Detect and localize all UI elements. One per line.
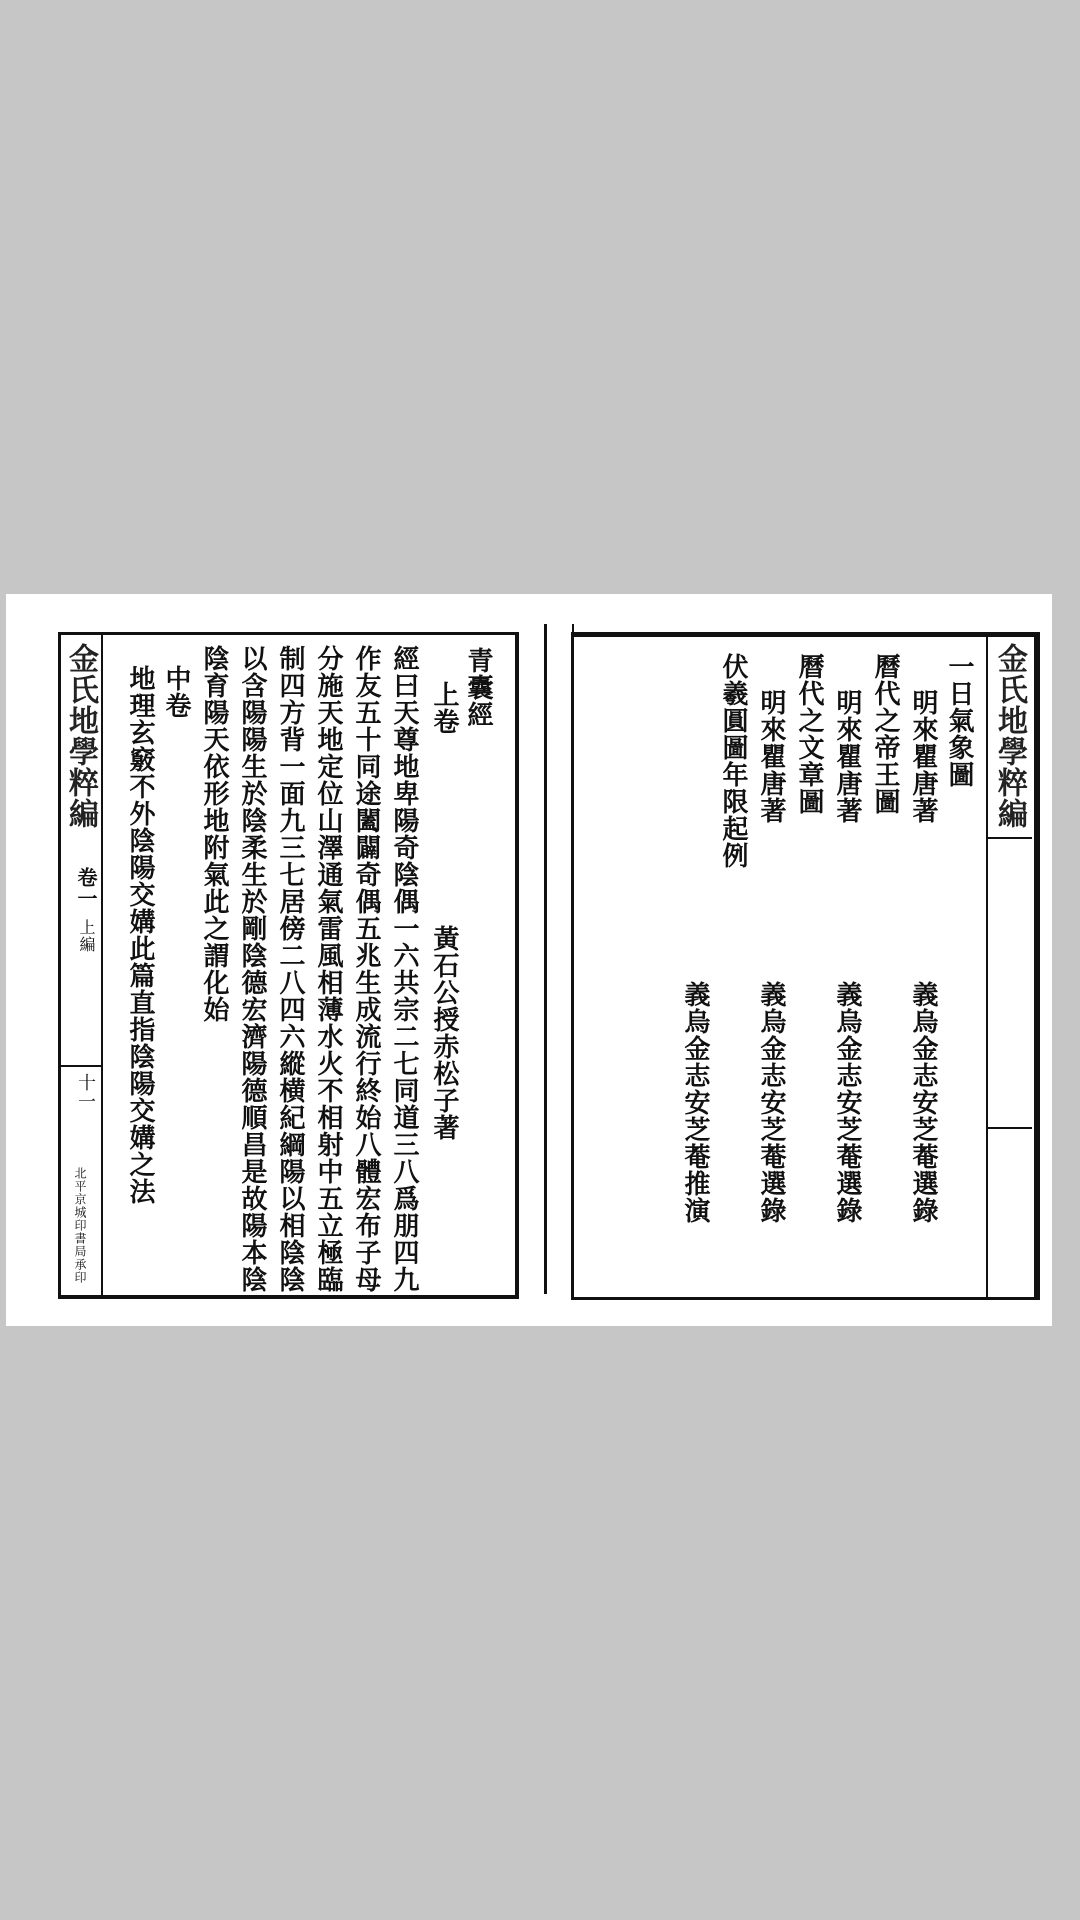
margin-rule [986, 1127, 1032, 1129]
margin-rule [986, 637, 988, 1297]
running-title: 金氏地學粹編 [992, 643, 1027, 829]
text-column: 分施天地定位山澤通氣雷風相薄水火不相射中五立極臨 [313, 645, 343, 1293]
running-section: 上編 [77, 919, 96, 953]
margin-rule [61, 1065, 101, 1067]
running-title: 金氏地學粹編 [63, 643, 98, 829]
entry-editor: 義烏金志安芝菴選錄 [832, 981, 862, 1224]
entry-author: 明來瞿唐著 [908, 689, 938, 824]
margin-rule [986, 837, 1032, 839]
entry-title: 曆代之文章圖 [794, 653, 824, 815]
scanned-page-spread [6, 594, 1052, 1326]
entry-author: 明來瞿唐著 [756, 689, 786, 824]
text-column: 作友五十同途闔闢奇偶五兆生成流行終始八體宏布子母 [351, 645, 381, 1293]
running-volume: 卷一 [74, 867, 98, 909]
left-page [58, 632, 519, 1299]
gutter-line [544, 624, 547, 1294]
margin-rule [101, 635, 103, 1295]
author-line: 黃石公授赤松子著 [429, 925, 459, 1141]
entry-editor: 義烏金志安芝菴選錄 [756, 981, 786, 1224]
text-column: 陰育陽天依形地附氣此之謂化始 [199, 645, 229, 1023]
printer-mark: 北平京城印書局承印 [73, 1167, 87, 1284]
volume-heading: 上卷 [429, 681, 459, 735]
entry-title: 一日氣象圖 [944, 653, 974, 788]
right-page [571, 632, 1040, 1300]
entry-title: 曆代之帝王圖 [870, 653, 900, 815]
entry-author: 明來瞿唐著 [832, 689, 862, 824]
entry-editor: 義烏金志安芝菴推演 [680, 981, 710, 1224]
folio-number: 十一 [75, 1073, 96, 1111]
volume-heading: 中卷 [161, 665, 191, 719]
text-column: 以含陽陽生於陰柔生於剛陰德宏濟陽德順昌是故陽本陰 [237, 645, 267, 1293]
book-title: 青囊經 [463, 647, 493, 728]
entry-title: 伏羲圓圖年限起例 [718, 653, 748, 869]
text-column: 地理玄竅不外陰陽交媾此篇直指陰陽交媾之法 [125, 665, 155, 1205]
entry-editor: 義烏金志安芝菴選錄 [908, 981, 938, 1224]
text-column: 經曰天尊地卑陽奇陰偶一六共宗二七同道三八爲朋四九 [389, 645, 419, 1293]
text-column: 制四方背一面九三七居傍二八四六縱横紀綱陽以相陰陰 [275, 645, 305, 1293]
